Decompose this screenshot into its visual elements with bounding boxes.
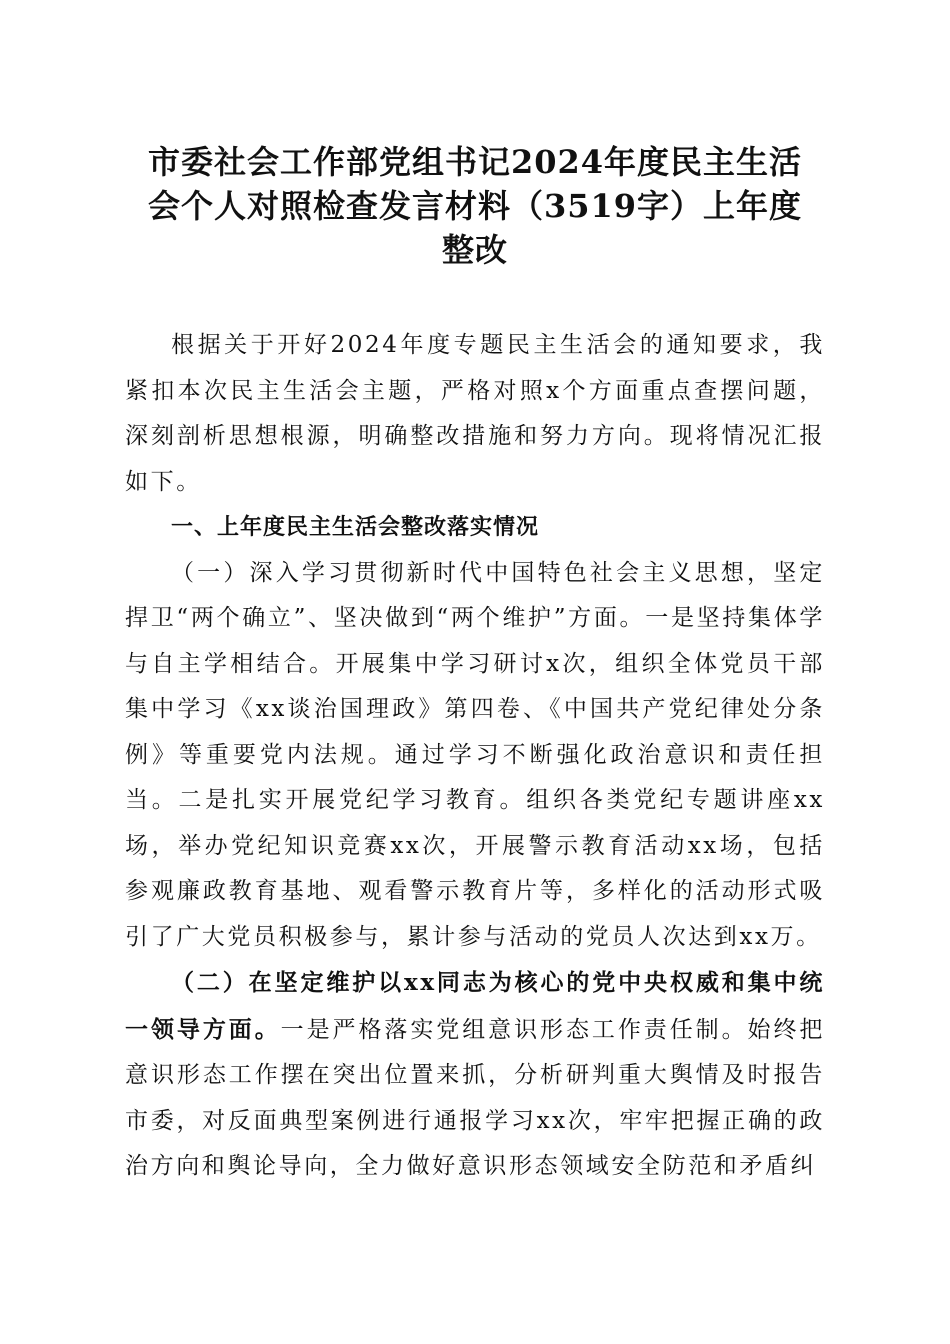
item-2-lead: （二）在坚定维护以xx同志为核心的党中央权威和集中统一领导方面。 — [125, 969, 825, 1043]
document-title — [110, 140, 840, 272]
section-heading: 一、上年度民主生活会整改落实情况 — [171, 515, 540, 540]
item-2-body: 一是严格落实党组意识形态工作责任制。始终把意识形态工作摆在突出位置来抓，分析研判重大舆情及时报告市委，对反面典型案例进行通报学习xx次，牢牢把握正确的政治方向和舆论导向，全力做好意识形态领域安全防范和矛盾纠 — [125, 1016, 825, 1179]
document-body — [125, 323, 825, 1190]
item-1-paragraph — [125, 551, 825, 961]
title-line-3: 整改 — [441, 231, 508, 269]
item-1-lead: （一）深入学习贯彻新时代中国特色社会主义思想，坚定捍卫“两个确立”、坚决做到“两个维护”方面。 — [125, 559, 825, 631]
title-line-2: 会个人对照检查发言材料（3519字）上年度 — [147, 187, 803, 225]
intro-paragraph: 根据关于开好2024年度专题民主生活会的通知要求，我紧扣本次民主生活会主题，严格对照x个方面重点查摆问题，深刻剖析思想根源，明确整改措施和努力方向。现将情况汇报如下。 — [125, 332, 825, 495]
item-1-body: 一是坚持集体学与自主学相结合。开展集中学习研讨x次，组织全体党员干部集中学习《xx谈治国理政》第四卷、《中国共产党纪律处分条例》等重要党内法规。通过学习不断强化政治意识和责任担当。二是扎实开展党纪学习教育。组织各类党纪专题讲座xx场，举办党纪知识竞赛xx次，开展警示教育活动xx场，包括参观廉政教育基地、观看警示教育片等，多样化的活动形式吸引了广大党员积极参与，累计参与活动的党员人次达到xx万。 — [125, 605, 825, 950]
item-2-paragraph — [125, 960, 825, 1190]
title-line-1: 市委社会工作部党组书记2024年度民主生活 — [147, 143, 803, 181]
